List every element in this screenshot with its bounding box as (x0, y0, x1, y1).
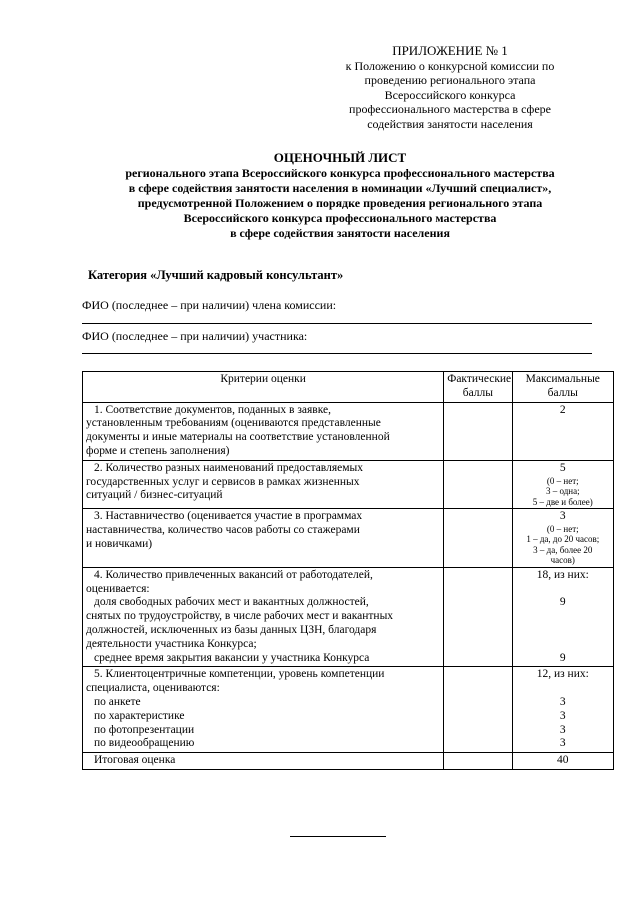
table-row (83, 509, 614, 568)
score-note: 1 – да, до 20 часов; (526, 534, 600, 545)
appendix-line: Всероссийского конкурса (384, 87, 516, 102)
criterion-subline: доля свободных рабочих мест и вакантных должностей, (94, 596, 369, 609)
criterion-cell (83, 402, 444, 460)
criterion-cell (83, 567, 444, 667)
max-score-cell (512, 667, 613, 753)
member-name-label: ФИО (последнее – при наличии) члена комиссии: (82, 298, 337, 312)
criterion-subline: снятых по трудоустройству, в числе рабочих мест и вакантных (86, 610, 394, 623)
appendix-line: к Положению о конкурсной комиссии по (345, 58, 555, 73)
category-label: Категория «Лучший кадровый консультант» (88, 268, 344, 282)
participant-name-line[interactable] (82, 353, 592, 354)
score-note: (0 – нет; (546, 475, 579, 486)
max-score-sub: 3 (559, 737, 566, 750)
table-row (83, 402, 614, 460)
actual-score-cell[interactable] (444, 667, 512, 753)
appendix-line: проведению регионального этапа (364, 73, 536, 87)
criterion-line: 2. Количество разных наименований предоставляемых (94, 461, 363, 474)
criterion-line: 1. Соответствие документов, поданных в заявке, (94, 403, 331, 416)
appendix-line: содействия занятости населения (367, 116, 533, 131)
table-row (83, 460, 614, 508)
criterion-line: и новичками) (86, 537, 153, 550)
max-score: 18, из них: (536, 568, 589, 581)
appendix-block (300, 44, 600, 131)
criterion-subline: должностей, исключенных из базы данных ЦЗН, благодаря (86, 624, 377, 637)
score-note: 3 – да, более 20 (533, 544, 593, 555)
criterion-subline: по фотопрезентации (94, 723, 195, 736)
total-max-cell (512, 753, 613, 770)
max-score-sub: 9 (559, 651, 566, 664)
total-row (83, 753, 614, 770)
total-label-cell (83, 753, 444, 770)
max-score: 12, из них: (536, 668, 589, 681)
table-row (83, 667, 614, 753)
criterion-line: ситуаций / бизнес-ситуаций (86, 489, 223, 502)
criterion-line: установленным требованиям (оцениваются представленные (86, 417, 381, 430)
member-name-line[interactable] (82, 323, 592, 324)
criterion-line: документы и иные материалы на соответствие установленной (86, 431, 390, 444)
criterion-line: специалиста, оцениваются: (86, 682, 220, 695)
criterion-cell (83, 509, 444, 568)
max-score-cell (512, 509, 613, 568)
header-max: Максимальные баллы (512, 372, 613, 403)
table-header-row (83, 372, 614, 403)
score-note: часов) (550, 555, 575, 566)
table-row (83, 567, 614, 667)
criterion-subline: среднее время закрытия вакансии у участника Конкурса (94, 651, 370, 664)
max-score-cell (512, 460, 613, 508)
header-criteria: Критерии оценки (83, 372, 444, 403)
max-score-sub: 3 (559, 696, 566, 709)
page-title: ОЦЕНОЧНЫЙ ЛИСТ (273, 150, 407, 165)
subtitle-line: регионального этапа Всероссийского конкурса профессионального мастерства (125, 166, 555, 180)
max-score: 3 (559, 510, 566, 523)
criterion-subline: деятельности участника Конкурса; (86, 637, 257, 650)
subtitle-line: Всероссийского конкурса профессионального мастерства (183, 211, 497, 225)
criterion-line: государственных услуг и сервисов в рамках жизненных (86, 475, 360, 488)
criterion-line: форме и степень заполнения) (86, 444, 230, 457)
total-max-score: 40 (557, 754, 569, 767)
criterion-line: 4. Количество привлеченных вакансий от работодателей, (94, 568, 373, 581)
criterion-cell (83, 460, 444, 508)
max-score: 5 (559, 461, 566, 474)
score-note: 5 – две и более) (532, 496, 593, 507)
participant-name-label: ФИО (последнее – при наличии) участника: (82, 329, 308, 343)
max-score: 2 (559, 403, 566, 416)
appendix-title: ПРИЛОЖЕНИЕ № 1 (392, 43, 508, 58)
criterion-subline: по анкете (94, 696, 141, 709)
max-score-sub: 9 (559, 596, 566, 609)
header-actual: Фактические баллы (444, 372, 512, 403)
max-score-cell (512, 567, 613, 667)
score-note: 3 – одна; (545, 486, 580, 497)
actual-score-cell[interactable] (444, 402, 512, 460)
page-subtitle (60, 166, 620, 241)
max-score-cell (512, 402, 613, 460)
actual-score-cell[interactable] (444, 509, 512, 568)
max-score-sub: 3 (559, 709, 566, 722)
score-note: (0 – нет; (546, 523, 579, 534)
subtitle-line: в сфере содействия занятости населения (230, 226, 450, 240)
subtitle-line: в сфере содействия занятости населения в номинации «Лучший специалист», (128, 181, 552, 195)
criteria-table (82, 371, 614, 770)
appendix-line: профессионального мастерства в сфере (349, 102, 551, 116)
total-actual-cell[interactable] (444, 753, 512, 770)
actual-score-cell[interactable] (444, 460, 512, 508)
footer-divider (290, 836, 386, 837)
max-score-sub: 3 (559, 723, 566, 736)
criterion-line: наставничества, количество часов работы со стажерами (86, 523, 360, 536)
criterion-line: 5. Клиентоцентричные компетенции, уровень компетенции (94, 668, 385, 681)
criterion-line: 3. Наставничество (оценивается участие в программах (94, 510, 363, 523)
total-label: Итоговая оценка (94, 754, 176, 767)
criterion-subline: по видеообращению (94, 737, 195, 750)
actual-score-cell[interactable] (444, 567, 512, 667)
subtitle-line: предусмотренной Положением о порядке проведения регионального этапа (137, 196, 543, 210)
criterion-line: оценивается: (86, 582, 150, 595)
criterion-cell (83, 667, 444, 753)
criterion-subline: по характеристике (94, 709, 185, 722)
